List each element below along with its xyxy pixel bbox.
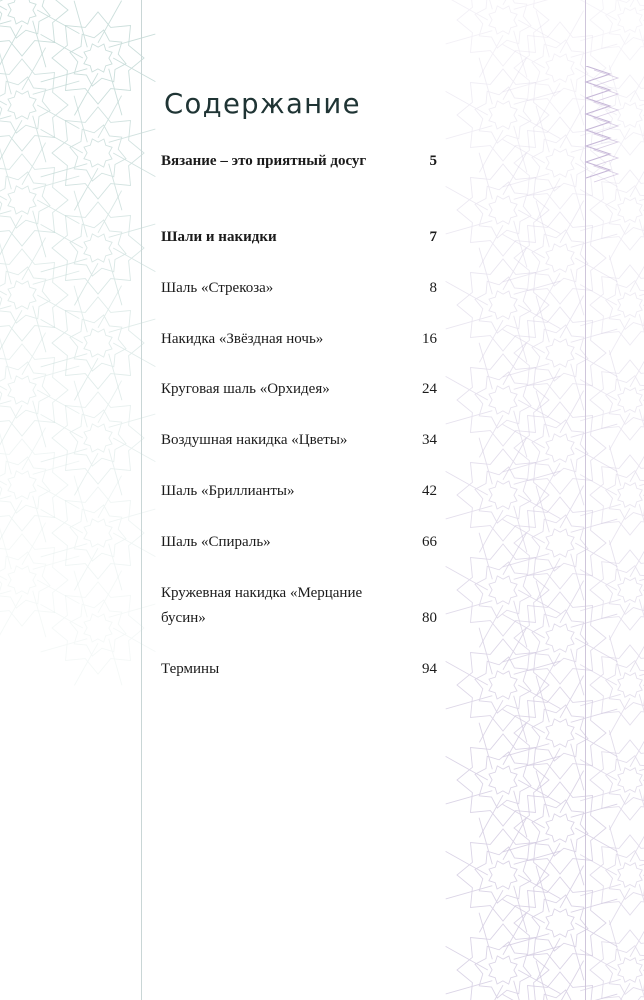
toc-entry [161,479,437,504]
toc-entry [161,276,437,301]
toc-entry-page: 5 [429,153,437,169]
toc-entry-page: 16 [422,331,437,347]
toc-entry-title: Вязание – это приятный досуг [161,153,367,169]
toc-entry-title: Кружевная накидка «Мерцание бусин» [161,585,363,626]
toc-entry-page: 8 [429,280,437,296]
toc-entry-title: Воздушная накидка «Цветы» [161,432,348,448]
toc-entry-page: 34 [422,432,437,448]
toc-entry-title: Шаль «Бриллианты» [161,483,295,499]
toc-entry-page: 24 [422,381,437,397]
toc-entry [161,581,437,631]
toc-entry-title: Накидка «Звёздная ночь» [161,331,324,347]
toc-entry-title: Шаль «Стрекоза» [161,280,274,296]
toc-entry-page: 66 [422,534,437,550]
toc-entry-page: 7 [429,229,437,245]
toc-entry-title: Шали и накидки [161,229,277,245]
toc-entry-page: 42 [422,483,437,499]
toc-entry-page: 94 [422,661,437,677]
zigzag-edge-ornament [584,66,644,186]
toc-entry [161,327,437,352]
page-title: Содержание [164,88,361,120]
toc-entry-title: Термины [161,661,220,677]
toc-entry-page: 80 [422,610,437,626]
toc-entry-title: Круговая шаль «Орхидея» [161,381,330,397]
toc-entry-title: Шаль «Спираль» [161,534,271,550]
toc-entry [161,149,437,174]
toc-entry [161,428,437,453]
toc-entry [161,225,437,250]
toc-entry [161,377,437,402]
toc-entry [161,530,437,555]
left-margin-rule [141,0,142,1000]
toc-entry [161,657,437,682]
